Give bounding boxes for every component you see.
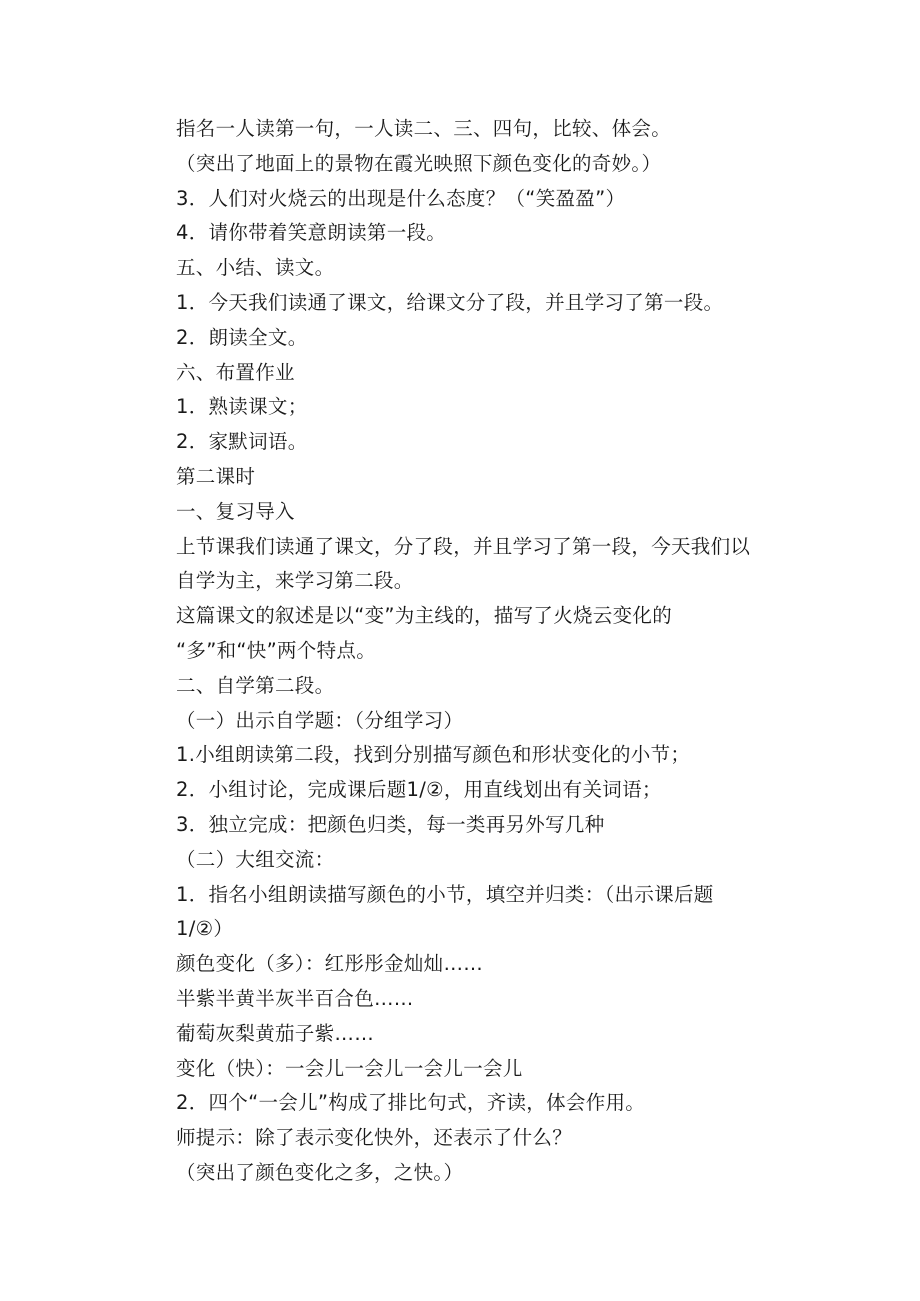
section-heading: 二、自学第二段。 xyxy=(176,673,335,697)
text-line: 2．家默词语。 xyxy=(176,430,308,454)
text-line: “多”和“快”两个特点。 xyxy=(176,638,377,662)
text-line: 变化（快）：一会儿一会儿一会儿一会儿 xyxy=(176,1056,523,1080)
text-line: 2．四个“一会儿”构成了排比句式，齐读，体会作用。 xyxy=(176,1091,646,1115)
subsection-heading: （一）出示自学题：（分组学习） xyxy=(176,708,464,732)
text-line: 1/②） xyxy=(176,917,234,941)
text-line: 1．今天我们读通了课文，给课文分了段，并且学习了第一段。 xyxy=(176,290,724,314)
text-line: 1.小组朗读第二段，找到分别描写颜色和形状变化的小节； xyxy=(176,743,691,767)
text-line: 葡萄灰梨黄茄子紫…… xyxy=(176,1021,374,1045)
text-line: 2．小组讨论，完成课后题1/②，用直线划出有关词语； xyxy=(176,778,662,802)
text-line: 1．熟读课文； xyxy=(176,395,308,419)
text-line: 2．朗读全文。 xyxy=(176,325,308,349)
text-line: 1．指名小组朗读描写颜色的小节，填空并归类：（出示课后题 xyxy=(176,882,714,906)
text-line: 自学为主，来学习第二段。 xyxy=(176,569,414,593)
text-line: 指名一人读第一句，一人读二、三、四句，比较、体会。 xyxy=(176,117,672,140)
text-line: 4．请你带着笑意朗读第一段。 xyxy=(176,221,447,245)
text-line: （突出了颜色变化之多，之快。） xyxy=(176,1160,464,1184)
section-heading: 五、小结、读文。 xyxy=(176,256,335,280)
text-line: 颜色变化（多）：红彤彤金灿灿…… xyxy=(176,952,484,976)
text-line: 半紫半黄半灰半百合色…… xyxy=(176,986,414,1010)
lesson-heading: 第二课时 xyxy=(176,464,256,488)
text-line: 3．独立完成：把颜色归类，每一类再另外写几种 xyxy=(176,812,605,836)
text-line: （突出了地面上的景物在霞光映照下颜色变化的奇妙。） xyxy=(176,151,662,175)
text-line: 这篇课文的叙述是以“变”为主线的，描写了火烧云变化的 xyxy=(176,604,673,628)
section-heading: 六、布置作业 xyxy=(176,360,295,384)
document-body xyxy=(176,112,796,1191)
section-heading: 一、复习导入 xyxy=(176,499,295,523)
text-line: 上节课我们读通了课文，分了段，并且学习了第一段，今天我们以 xyxy=(176,534,751,558)
text-line: 3．人们对火烧云的出现是什么态度？（“笑盈盈”） xyxy=(176,186,626,210)
subsection-heading: （二）大组交流： xyxy=(176,847,335,871)
text-line: 师提示：除了表示变化快外，还表示了什么？ xyxy=(176,1126,573,1150)
